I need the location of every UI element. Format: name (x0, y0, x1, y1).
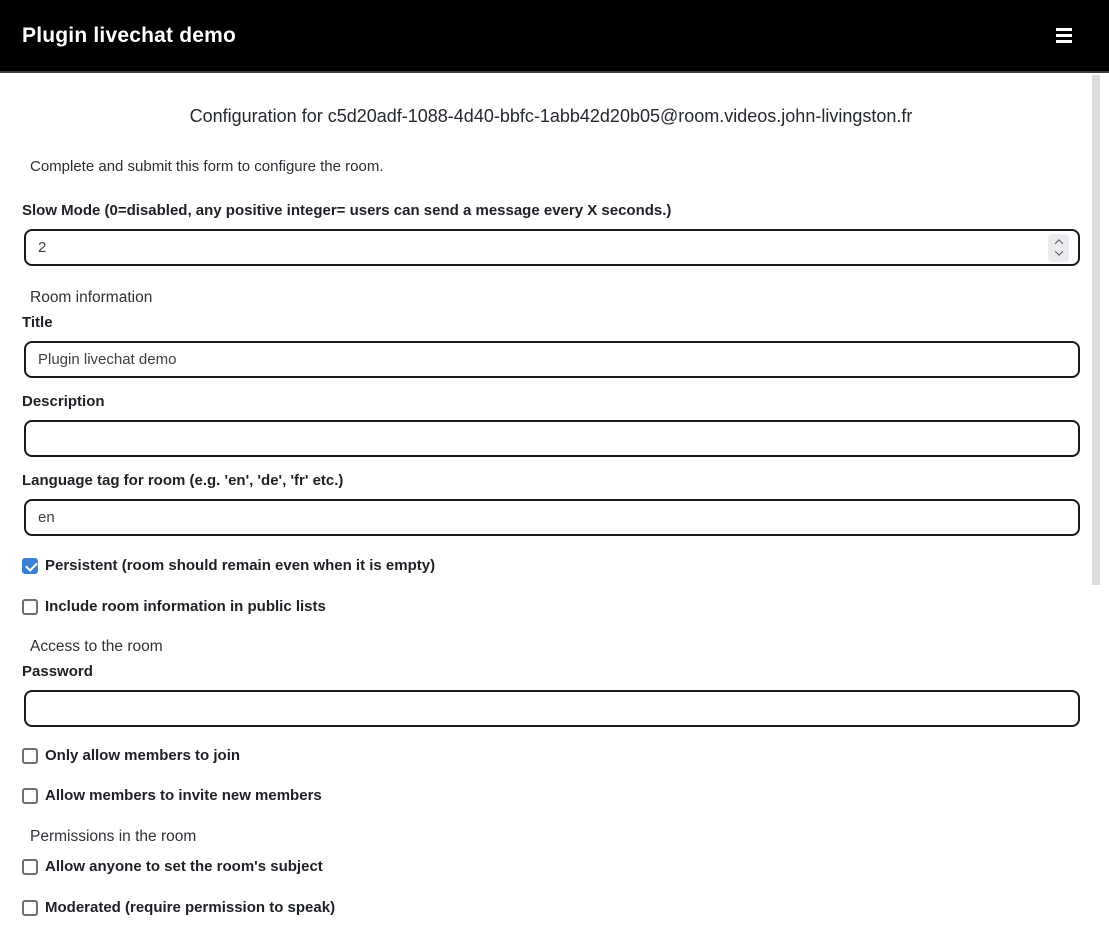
room-config-form (0, 103, 1109, 916)
members-only-checkbox[interactable] (22, 748, 38, 764)
password-label: Password (22, 663, 93, 680)
change-subject-checkbox-label: Allow anyone to set the room's subject (45, 858, 323, 875)
member-invites-checkbox[interactable] (22, 788, 38, 804)
description-field (24, 420, 1080, 457)
number-stepper-icon[interactable] (1048, 234, 1069, 262)
password-input[interactable] (24, 690, 1080, 727)
section-permissions: Permissions in the room (30, 828, 197, 845)
member-invites-checkbox-row[interactable] (22, 788, 322, 804)
title-label: Title (22, 314, 53, 331)
persistent-checkbox-label: Persistent (room should remain even when it is empty) (45, 557, 436, 574)
members-only-checkbox-row[interactable] (22, 748, 240, 764)
slow-mode-field (24, 229, 1080, 266)
public-list-checkbox-label: Include room information in public lists (45, 598, 326, 615)
language-label: Language tag for room (e.g. 'en', 'de', 'fr' etc.) (22, 472, 344, 489)
menu-button[interactable] (1056, 24, 1072, 47)
slow-mode-label: Slow Mode (0=disabled, any positive integer= users can send a message every X seconds.) (22, 202, 672, 219)
language-input[interactable] (24, 499, 1080, 536)
section-room-information: Room information (30, 289, 153, 306)
title-field (24, 341, 1080, 378)
member-invites-checkbox-label: Allow members to invite new members (45, 787, 322, 804)
persistent-checkbox-row[interactable] (22, 558, 435, 574)
change-subject-checkbox-row[interactable] (22, 859, 323, 875)
slow-mode-input[interactable] (24, 229, 1080, 266)
moderated-checkbox[interactable] (22, 900, 38, 916)
app-title: Plugin livechat demo (22, 23, 237, 47)
hamburger-icon (1056, 28, 1072, 43)
scrollbar-thumb[interactable] (1092, 75, 1100, 585)
password-field (24, 690, 1080, 727)
title-input[interactable] (24, 341, 1080, 378)
change-subject-checkbox[interactable] (22, 859, 38, 875)
language-field (24, 499, 1080, 536)
persistent-checkbox[interactable] (22, 558, 38, 574)
public-list-checkbox-row[interactable] (22, 599, 326, 615)
app-header (0, 0, 1109, 73)
moderated-checkbox-label: Moderated (require permission to speak) (45, 899, 336, 916)
members-only-checkbox-label: Only allow members to join (45, 747, 241, 764)
description-input[interactable] (24, 420, 1080, 457)
form-instructions: Complete and submit this form to configure the room. (30, 158, 384, 175)
chevron-down-icon[interactable] (1054, 247, 1062, 255)
description-label: Description (22, 393, 105, 410)
page-title: Configuration for c5d20adf-1088-4d40-bbfc-1abb42d20b05@room.videos.john-livingston.fr (189, 106, 913, 126)
moderated-checkbox-row[interactable] (22, 900, 335, 916)
section-access: Access to the room (30, 638, 163, 655)
public-list-checkbox[interactable] (22, 599, 38, 615)
